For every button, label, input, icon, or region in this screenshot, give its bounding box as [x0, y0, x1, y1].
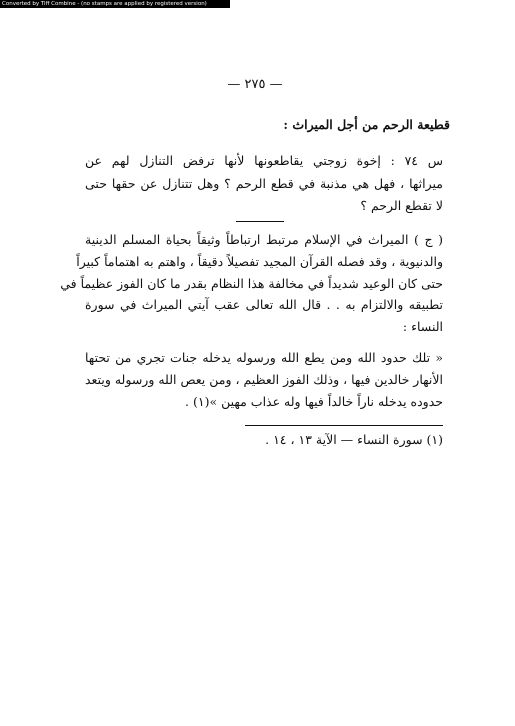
quote-line-1: « تلك حدود الله ومن يطع الله ورسوله يدخله جنات تجري من تحتها: [85, 350, 443, 365]
answer-line-3: حتى كان الوعيد شديداً في مخالفة هذا النظام بقدر ما كان الفوز عظيماً في: [60, 276, 443, 291]
quote-line-3: حدوده يدخله ناراً خالداً فيها وله عذاب مهين »(١) .: [185, 394, 443, 409]
quote-line-2: الأنهار خالدين فيها ، وذلك الفوز العظيم ، ومن يعص الله ورسوله ويتعد: [85, 372, 443, 387]
answer-line-1: ( ج ) الميراث في الإسلام مرتبط ارتباطاً وثيقاً بحياة المسلم الدينية: [85, 232, 443, 247]
section-heading: قطيعة الرحم من أجل الميراث :: [283, 117, 450, 132]
separator-rule: [236, 221, 284, 222]
footnote-rule: [245, 425, 443, 426]
answer-line-5: النساء :: [402, 319, 443, 334]
answer-line-4: تطبيقه والالتزام به . . قال الله تعالى عقب آيتي الميراث في سورة: [85, 297, 443, 312]
footnote: (١) سورة النساء — الآية ١٣ ، ١٤ .: [265, 432, 443, 447]
page-number: — ٢٧٥ —: [227, 77, 283, 92]
converter-banner: Converted by Tiff Combine - (no stamps are applied by registered version): [0, 0, 230, 8]
answer-line-2: والدنيوية ، وقد فصله القرآن المجيد تفصيلاً دقيقاً ، واهتم به اهتماماً كبيراً: [76, 254, 443, 269]
question-line-3: لا تقطع الرحم ؟: [360, 198, 443, 213]
question-line-2: ميراثها ، فهل هي مذنبة في قطع الرحم ؟ وهل تتنازل عن حقها حتى: [85, 176, 443, 191]
question-line-1: س ٧٤ : إخوة زوجتي يقاطعونها لأنها ترفض التنازل لهم عن: [85, 153, 443, 168]
